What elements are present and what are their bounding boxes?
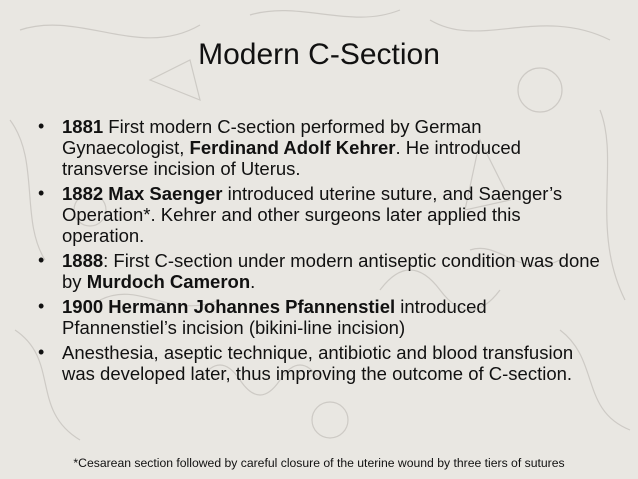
bullet-bold-text: 1881 (62, 116, 104, 137)
bullet-item (34, 250, 604, 292)
bullet-item (34, 342, 604, 384)
bullet-marker: • (38, 250, 45, 270)
bullet-text: First modern C-section performed by German Gynaecologist, (62, 116, 482, 158)
bullet-item (34, 296, 604, 338)
bullet-text: . He introduced transverse incision of Uterus. (62, 137, 521, 179)
footnote: *Cesarean section followed by careful closure of the uterine wound by three tiers of sutures (73, 456, 565, 470)
bullet-text: Anesthesia, aseptic technique, antibiotic and blood transfusion was developed later, thus improving the outcome of C-section. (62, 342, 574, 384)
slide-title: Modern C-Section (198, 38, 440, 71)
bullet-marker: • (38, 116, 45, 136)
bullet-list (34, 116, 604, 388)
bullet-bold-text: 1900 Hermann Johannes Pfannenstiel (62, 296, 396, 317)
bullet-marker: • (38, 342, 45, 362)
bullet-marker: • (38, 183, 45, 203)
bullet-bold-text: Murdoch Cameron (86, 271, 251, 292)
bullet-bold-text: 1888 (62, 250, 104, 271)
bullet-bold-text: Ferdinand Adolf Kehrer (189, 137, 396, 158)
bullet-text: . (250, 271, 256, 292)
bullet-item (34, 116, 604, 179)
bullet-marker: • (38, 296, 45, 316)
bullet-text: : First C-section under modern antiseptic condition was done by (62, 250, 600, 292)
bullet-text: introduced Pfannenstiel’s incision (bikini-line incision) (62, 296, 487, 338)
bullet-bold-text: 1882 Max Saenger (62, 183, 223, 204)
bullet-text: introduced uterine suture, and Saenger’s Operation*. Kehrer and other surgeons later applied this operation. (62, 183, 563, 246)
bullet-item (34, 183, 604, 246)
